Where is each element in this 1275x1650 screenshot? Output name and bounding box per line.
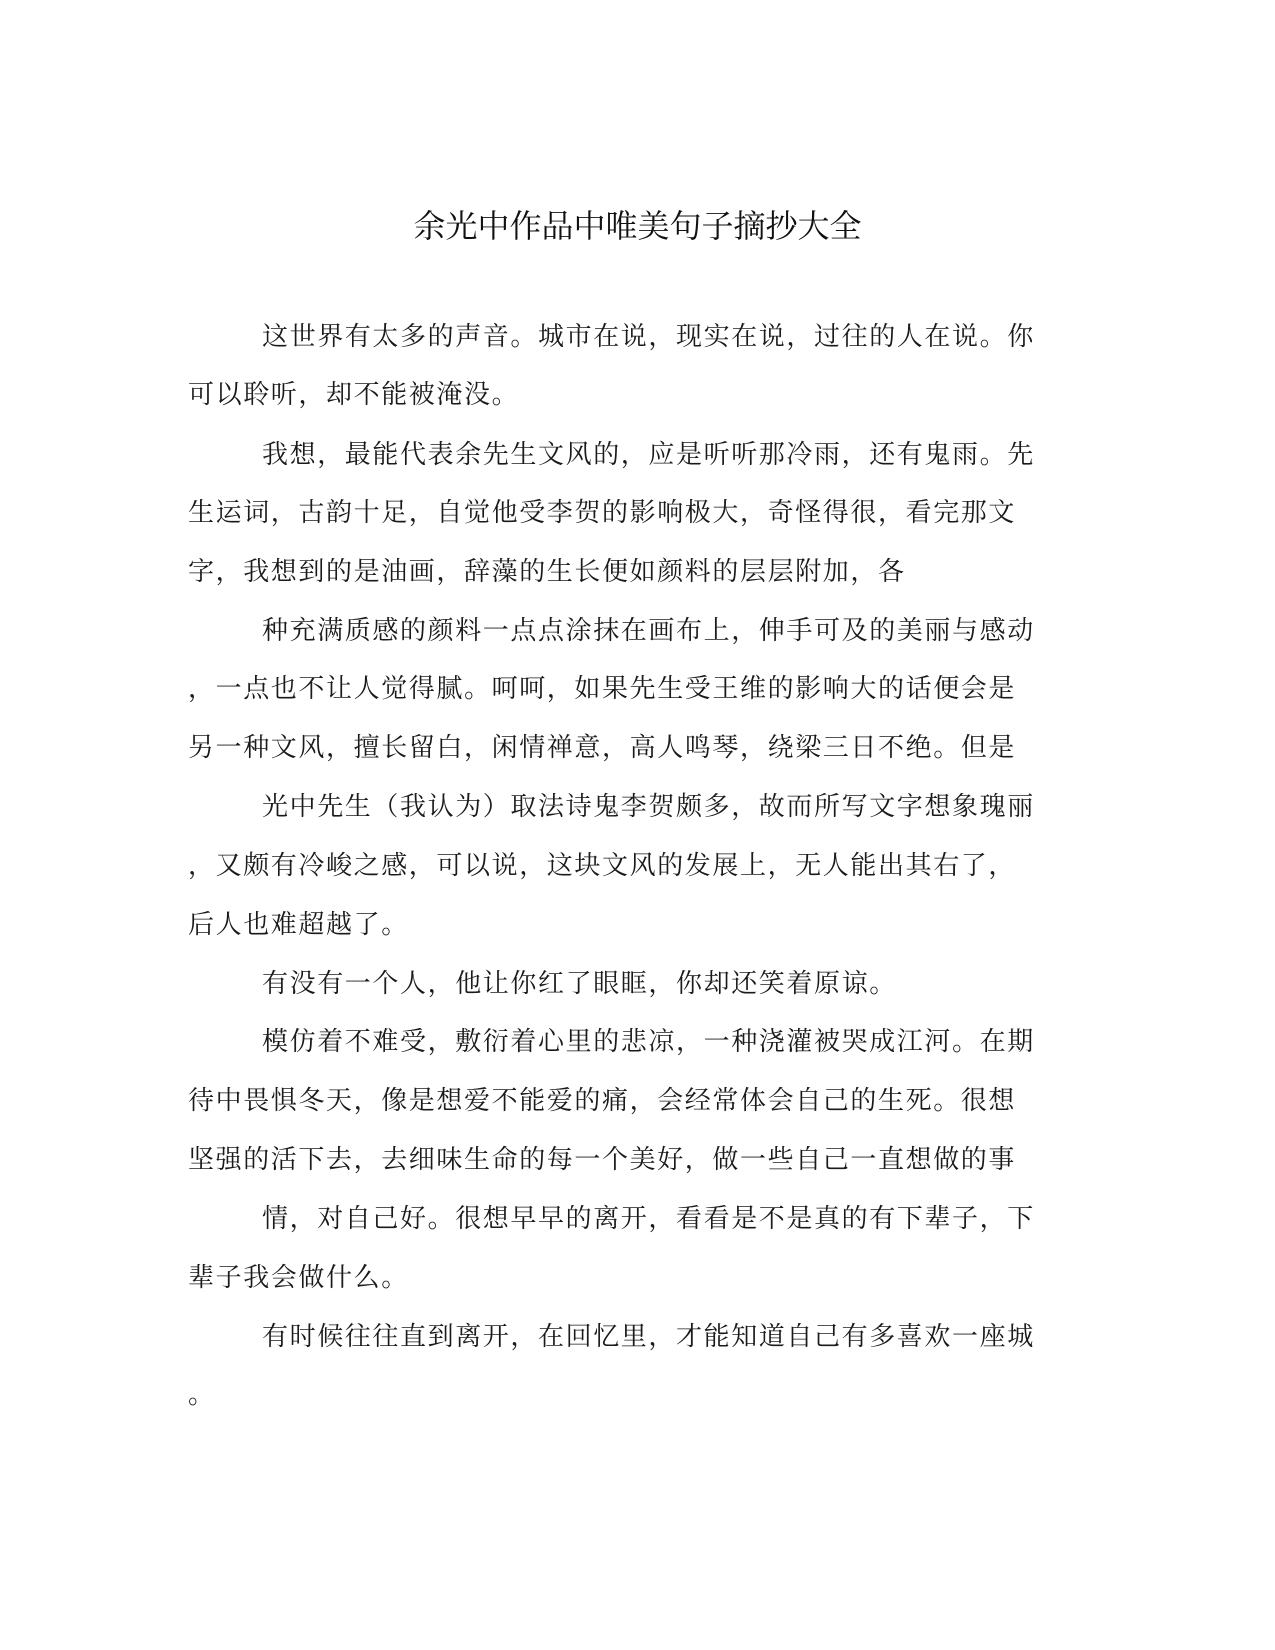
- text-line: 我想，最能代表余先生文风的，应是听听那冷雨，还有鬼雨。先: [262, 440, 1035, 470]
- text-line: 种充满质感的颜料一点点涂抹在画布上，伸手可及的美丽与感动: [262, 616, 1035, 646]
- text-line: 有时候往往直到离开，在回忆里，才能知道自己有多喜欢一座城: [262, 1322, 1035, 1352]
- text-line: 光中先生（我认为）取法诗鬼李贺颇多，故而所写文字想象瑰丽: [262, 792, 1035, 822]
- text-line: 待中畏惧冬天，像是想爱不能爱的痛，会经常体会自己的生死。很想: [188, 1086, 1017, 1116]
- text-line: 生运词，古韵十足，自觉他受李贺的影响极大，奇怪得很，看完那文: [188, 498, 1017, 528]
- text-line: 后人也难超越了。: [188, 910, 409, 940]
- text-line: 模仿着不难受，敷衍着心里的悲凉，一种浇灌被哭成江河。在期: [262, 1027, 1035, 1057]
- text-line: 。: [188, 1380, 216, 1410]
- text-line: ，又颇有冷峻之感，可以说，这块文风的发展上，无人能出其右了，: [188, 851, 1017, 881]
- text-line: 有没有一个人，他让你红了眼眶，你却还笑着原谅。: [262, 969, 897, 999]
- text-line: 可以聆听，却不能被淹没。: [188, 380, 520, 410]
- text-line: 坚强的活下去，去细味生命的每一个美好，做一些自己一直想做的事: [188, 1145, 1017, 1175]
- text-line: 另一种文风，擅长留白，闲情禅意，高人鸣琴，绕梁三日不绝。但是: [188, 733, 1017, 763]
- text-line: 辈子我会做什么。: [188, 1263, 409, 1293]
- text-line: 这世界有太多的声音。城市在说，现实在说，过往的人在说。你: [262, 322, 1035, 352]
- text-line: 情，对自己好。很想早早的离开，看看是不是真的有下辈子，下: [262, 1204, 1035, 1234]
- text-line: ，一点也不让人觉得腻。呵呵，如果先生受王维的影响大的话便会是: [188, 674, 1017, 704]
- text-line: 字，我想到的是油画，辞藻的生长便如颜料的层层附加，各: [188, 557, 906, 587]
- document-title: 余光中作品中唯美句子摘抄大全: [413, 207, 862, 245]
